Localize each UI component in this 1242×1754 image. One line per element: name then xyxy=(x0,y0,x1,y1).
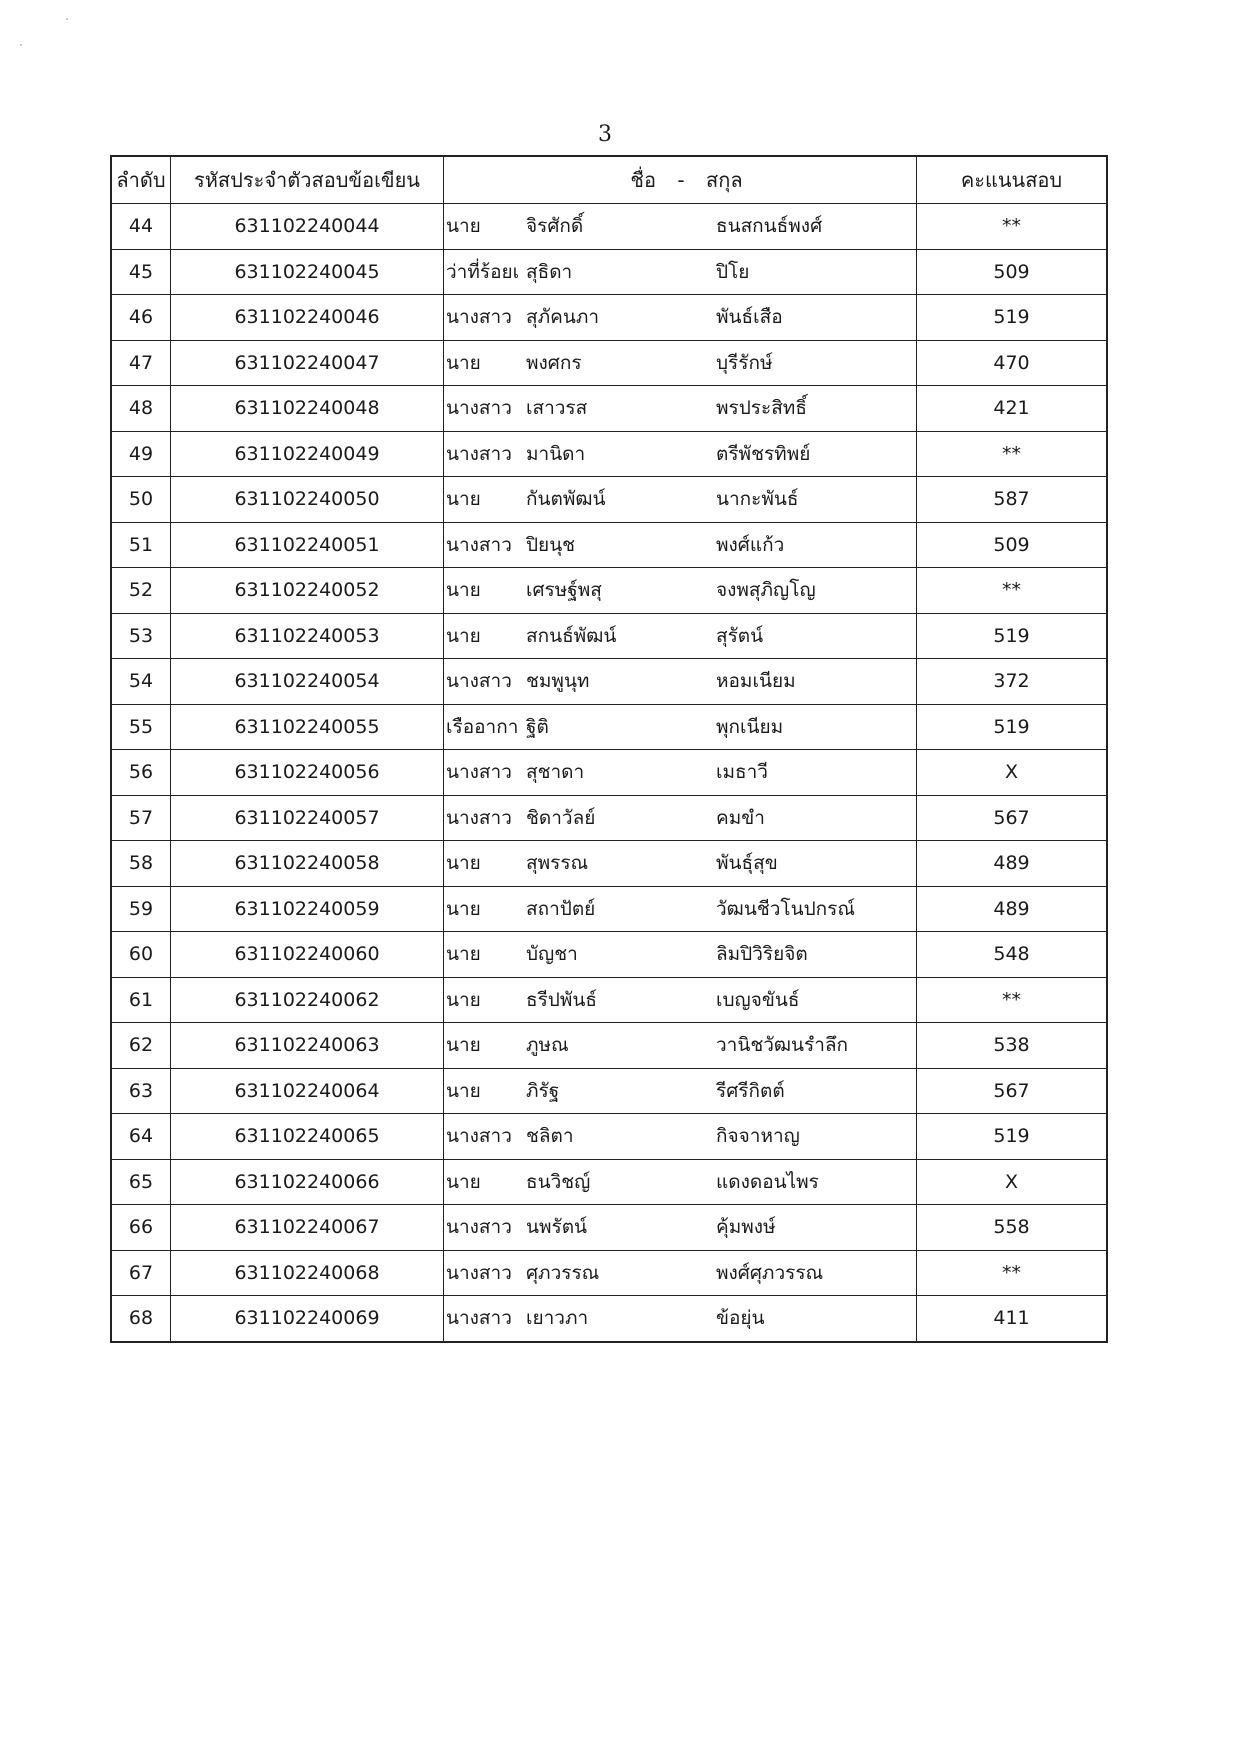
first-name: พงศกร xyxy=(526,351,582,374)
name-cell xyxy=(444,522,917,568)
score-cell: 519 xyxy=(917,704,1108,750)
name-cell xyxy=(444,977,917,1023)
name-title: นางสาว xyxy=(446,1261,512,1284)
table-row xyxy=(111,1114,1107,1160)
table-header xyxy=(111,156,1107,204)
name-title: นางสาว xyxy=(446,306,512,329)
header-row xyxy=(111,156,1107,204)
name-cell xyxy=(444,1296,917,1342)
table-row xyxy=(111,659,1107,705)
exam-id-cell: 631102240063 xyxy=(171,1023,444,1069)
last-name: กิจจาหาญ xyxy=(716,1125,800,1148)
table-row xyxy=(111,1159,1107,1205)
name-title: นางสาว xyxy=(446,670,512,693)
last-name: คุ้มพงษ์ xyxy=(716,1216,776,1239)
exam-id-cell: 631102240052 xyxy=(171,568,444,614)
score-cell: 489 xyxy=(917,886,1108,932)
exam-id-cell: 631102240065 xyxy=(171,1114,444,1160)
name-cell xyxy=(444,1023,917,1069)
exam-id-cell: 631102240051 xyxy=(171,522,444,568)
last-name: พันธ์เสือ xyxy=(716,306,783,329)
exam-id-cell: 631102240047 xyxy=(171,340,444,386)
exam-score-table xyxy=(110,155,1108,1343)
seq-cell: 62 xyxy=(111,1023,171,1069)
table-row xyxy=(111,1023,1107,1069)
name-title: นาย xyxy=(446,943,481,966)
last-name: เมธาวี xyxy=(716,761,768,784)
first-name: ภิรัฐ xyxy=(526,1079,560,1102)
score-cell: 519 xyxy=(917,1114,1108,1160)
name-title: นางสาว xyxy=(446,761,512,784)
first-name: เยาวภา xyxy=(526,1307,589,1330)
name-title: นาย xyxy=(446,1170,481,1193)
seq-cell: 66 xyxy=(111,1205,171,1251)
seq-cell: 50 xyxy=(111,477,171,523)
name-cell xyxy=(444,386,917,432)
first-name: สกนธ์พัฒน์ xyxy=(526,624,617,647)
table-row xyxy=(111,295,1107,341)
table-row xyxy=(111,204,1107,250)
scan-speck xyxy=(66,18,68,20)
score-cell: 519 xyxy=(917,613,1108,659)
table-row xyxy=(111,477,1107,523)
name-cell xyxy=(444,295,917,341)
seq-cell: 55 xyxy=(111,704,171,750)
name-title: นางสาว xyxy=(446,1216,512,1239)
name-title: เรืออากา xyxy=(446,715,519,738)
first-name: บัญชา xyxy=(526,943,578,966)
name-cell xyxy=(444,1114,917,1160)
name-title: นางสาว xyxy=(446,442,512,465)
seq-cell: 53 xyxy=(111,613,171,659)
score-cell: 372 xyxy=(917,659,1108,705)
score-cell: ** xyxy=(917,1250,1108,1296)
first-name: กันตพัฒน์ xyxy=(526,488,606,511)
last-name: วัฒนชีวโนปกรณ์ xyxy=(716,897,855,920)
last-name: แดงดอนไพร xyxy=(716,1170,819,1193)
score-cell: ** xyxy=(917,977,1108,1023)
name-title: นางสาว xyxy=(446,806,512,829)
exam-id-cell: 631102240054 xyxy=(171,659,444,705)
name-cell xyxy=(444,204,917,250)
last-name: บุรีรักษ์ xyxy=(716,351,773,374)
score-cell: X xyxy=(917,750,1108,796)
table-row xyxy=(111,568,1107,614)
name-title: นาย xyxy=(446,215,481,238)
seq-cell: 52 xyxy=(111,568,171,614)
name-cell xyxy=(444,750,917,796)
first-name: สุชาดา xyxy=(526,761,585,784)
last-name: จงพสุภิญโญ xyxy=(716,579,816,602)
table-row xyxy=(111,340,1107,386)
name-title: นาย xyxy=(446,1079,481,1102)
name-cell xyxy=(444,886,917,932)
last-name: พรประสิทธิ์ xyxy=(716,397,807,420)
first-name: สุธิดา xyxy=(526,260,573,283)
exam-id-cell: 631102240057 xyxy=(171,795,444,841)
seq-cell: 63 xyxy=(111,1068,171,1114)
header-name xyxy=(444,156,917,204)
table-row xyxy=(111,522,1107,568)
name-cell xyxy=(444,1068,917,1114)
table-row xyxy=(111,613,1107,659)
exam-id-cell: 631102240044 xyxy=(171,204,444,250)
score-cell: ** xyxy=(917,204,1108,250)
score-cell: ** xyxy=(917,568,1108,614)
name-cell xyxy=(444,477,917,523)
first-name: เสาวรส xyxy=(526,397,588,420)
page-number: 3 xyxy=(598,122,612,147)
last-name: เบญจขันธ์ xyxy=(716,988,800,1011)
last-name: ลิมปิวิริยจิต xyxy=(716,943,808,966)
first-name: ธนวิชญ์ xyxy=(526,1170,591,1193)
name-title: นาย xyxy=(446,1034,481,1057)
seq-cell: 64 xyxy=(111,1114,171,1160)
exam-id-cell: 631102240055 xyxy=(171,704,444,750)
seq-cell: 56 xyxy=(111,750,171,796)
seq-cell: 48 xyxy=(111,386,171,432)
seq-cell: 58 xyxy=(111,841,171,887)
seq-cell: 68 xyxy=(111,1296,171,1342)
score-cell: 509 xyxy=(917,249,1108,295)
table-row xyxy=(111,750,1107,796)
score-cell: 567 xyxy=(917,1068,1108,1114)
header-name-last: สกุล xyxy=(706,168,743,192)
first-name: ปิยนุช xyxy=(526,533,576,556)
name-title: นางสาว xyxy=(446,533,512,556)
table-row xyxy=(111,249,1107,295)
seq-cell: 44 xyxy=(111,204,171,250)
score-cell: 587 xyxy=(917,477,1108,523)
last-name: หอมเนียม xyxy=(716,670,796,693)
name-title: นาย xyxy=(446,488,481,511)
scan-speck xyxy=(20,44,22,46)
score-cell: 548 xyxy=(917,932,1108,978)
name-cell xyxy=(444,704,917,750)
seq-cell: 67 xyxy=(111,1250,171,1296)
table-row xyxy=(111,1068,1107,1114)
name-cell xyxy=(444,340,917,386)
first-name: ฐิติ xyxy=(526,715,549,738)
score-cell: 489 xyxy=(917,841,1108,887)
header-score: คะแนนสอบ xyxy=(917,156,1108,204)
name-title: นาย xyxy=(446,351,481,374)
exam-id-cell: 631102240068 xyxy=(171,1250,444,1296)
header-name-first: ชื่อ xyxy=(630,168,656,192)
exam-id-cell: 631102240046 xyxy=(171,295,444,341)
first-name: ธรีปพันธ์ xyxy=(526,988,597,1011)
name-title: นาย xyxy=(446,897,481,920)
table-row xyxy=(111,704,1107,750)
exam-id-cell: 631102240056 xyxy=(171,750,444,796)
last-name: พุกเนียม xyxy=(716,715,784,738)
last-name: สุรัตน์ xyxy=(716,624,764,647)
name-cell xyxy=(444,568,917,614)
header-exam-id: รหัสประจำตัวสอบข้อเขียน xyxy=(171,156,444,204)
last-name: รีศรีกิตต์ xyxy=(716,1079,785,1102)
seq-cell: 47 xyxy=(111,340,171,386)
exam-id-cell: 631102240048 xyxy=(171,386,444,432)
first-name: ชมพูนุท xyxy=(526,670,590,693)
name-cell xyxy=(444,431,917,477)
last-name: พงศ์แก้ว xyxy=(716,533,785,556)
table-row xyxy=(111,932,1107,978)
seq-cell: 54 xyxy=(111,659,171,705)
last-name: ปิโย xyxy=(716,260,750,283)
first-name: สุพรรณ xyxy=(526,852,589,875)
exam-id-cell: 631102240069 xyxy=(171,1296,444,1342)
name-cell xyxy=(444,659,917,705)
table-row xyxy=(111,886,1107,932)
seq-cell: 65 xyxy=(111,1159,171,1205)
seq-cell: 46 xyxy=(111,295,171,341)
name-title: นางสาว xyxy=(446,1307,512,1330)
last-name: ข้อยุ่น xyxy=(716,1307,765,1330)
exam-id-cell: 631102240067 xyxy=(171,1205,444,1251)
exam-id-cell: 631102240045 xyxy=(171,249,444,295)
table-row xyxy=(111,386,1107,432)
name-cell xyxy=(444,613,917,659)
first-name: ภูษณ xyxy=(526,1034,569,1057)
table-row xyxy=(111,1296,1107,1342)
score-cell: 411 xyxy=(917,1296,1108,1342)
exam-id-cell: 631102240064 xyxy=(171,1068,444,1114)
table-row xyxy=(111,795,1107,841)
score-cell: X xyxy=(917,1159,1108,1205)
score-cell: 509 xyxy=(917,522,1108,568)
name-cell xyxy=(444,1159,917,1205)
name-cell xyxy=(444,841,917,887)
last-name: คมขำ xyxy=(716,806,765,829)
score-cell: 421 xyxy=(917,386,1108,432)
exam-id-cell: 631102240066 xyxy=(171,1159,444,1205)
last-name: พันธุ์สุข xyxy=(716,852,778,875)
name-cell xyxy=(444,1205,917,1251)
exam-id-cell: 631102240058 xyxy=(171,841,444,887)
score-cell: 519 xyxy=(917,295,1108,341)
seq-cell: 59 xyxy=(111,886,171,932)
name-title: นาย xyxy=(446,988,481,1011)
header-seq: ลำดับ xyxy=(111,156,171,204)
first-name: สถาปัตย์ xyxy=(526,897,596,920)
last-name: ธนสกนธ์พงศ์ xyxy=(716,215,823,238)
exam-id-cell: 631102240060 xyxy=(171,932,444,978)
seq-cell: 51 xyxy=(111,522,171,568)
table-row xyxy=(111,977,1107,1023)
exam-id-cell: 631102240059 xyxy=(171,886,444,932)
last-name: นากะพันธ์ xyxy=(716,488,799,511)
last-name: วานิชวัฒนรำลึก xyxy=(716,1034,849,1057)
exam-id-cell: 631102240049 xyxy=(171,431,444,477)
score-cell: 538 xyxy=(917,1023,1108,1069)
name-title: ว่าที่ร้อยเ xyxy=(446,260,520,283)
exam-id-cell: 631102240050 xyxy=(171,477,444,523)
first-name: ชิดาวัลย์ xyxy=(526,806,596,829)
name-cell xyxy=(444,1250,917,1296)
table-row xyxy=(111,1250,1107,1296)
table-row xyxy=(111,431,1107,477)
first-name: นพรัตน์ xyxy=(526,1216,588,1239)
score-cell: ** xyxy=(917,431,1108,477)
table-row xyxy=(111,841,1107,887)
table-body xyxy=(111,204,1107,1342)
name-cell xyxy=(444,249,917,295)
first-name: ศุภวรรณ xyxy=(526,1261,600,1284)
first-name: เศรษฐ์พสุ xyxy=(526,579,602,602)
name-title: นาย xyxy=(446,852,481,875)
seq-cell: 61 xyxy=(111,977,171,1023)
first-name: สุภัคนภา xyxy=(526,306,600,329)
table-row xyxy=(111,1205,1107,1251)
score-cell: 470 xyxy=(917,340,1108,386)
score-cell: 558 xyxy=(917,1205,1108,1251)
header-name-dash: - xyxy=(677,168,685,192)
last-name: ตรีพัชรทิพย์ xyxy=(716,442,811,465)
name-title: นาย xyxy=(446,579,481,602)
name-title: นาย xyxy=(446,624,481,647)
seq-cell: 45 xyxy=(111,249,171,295)
seq-cell: 60 xyxy=(111,932,171,978)
first-name: ชลิตา xyxy=(526,1125,574,1148)
score-cell: 567 xyxy=(917,795,1108,841)
seq-cell: 57 xyxy=(111,795,171,841)
name-title: นางสาว xyxy=(446,1125,512,1148)
first-name: จิรศักดิ์ xyxy=(526,215,584,238)
last-name: พงศ์ศุภวรรณ xyxy=(716,1261,824,1284)
name-title: นางสาว xyxy=(446,397,512,420)
name-cell xyxy=(444,932,917,978)
first-name: มานิดา xyxy=(526,442,586,465)
exam-id-cell: 631102240053 xyxy=(171,613,444,659)
name-cell xyxy=(444,795,917,841)
seq-cell: 49 xyxy=(111,431,171,477)
exam-id-cell: 631102240062 xyxy=(171,977,444,1023)
